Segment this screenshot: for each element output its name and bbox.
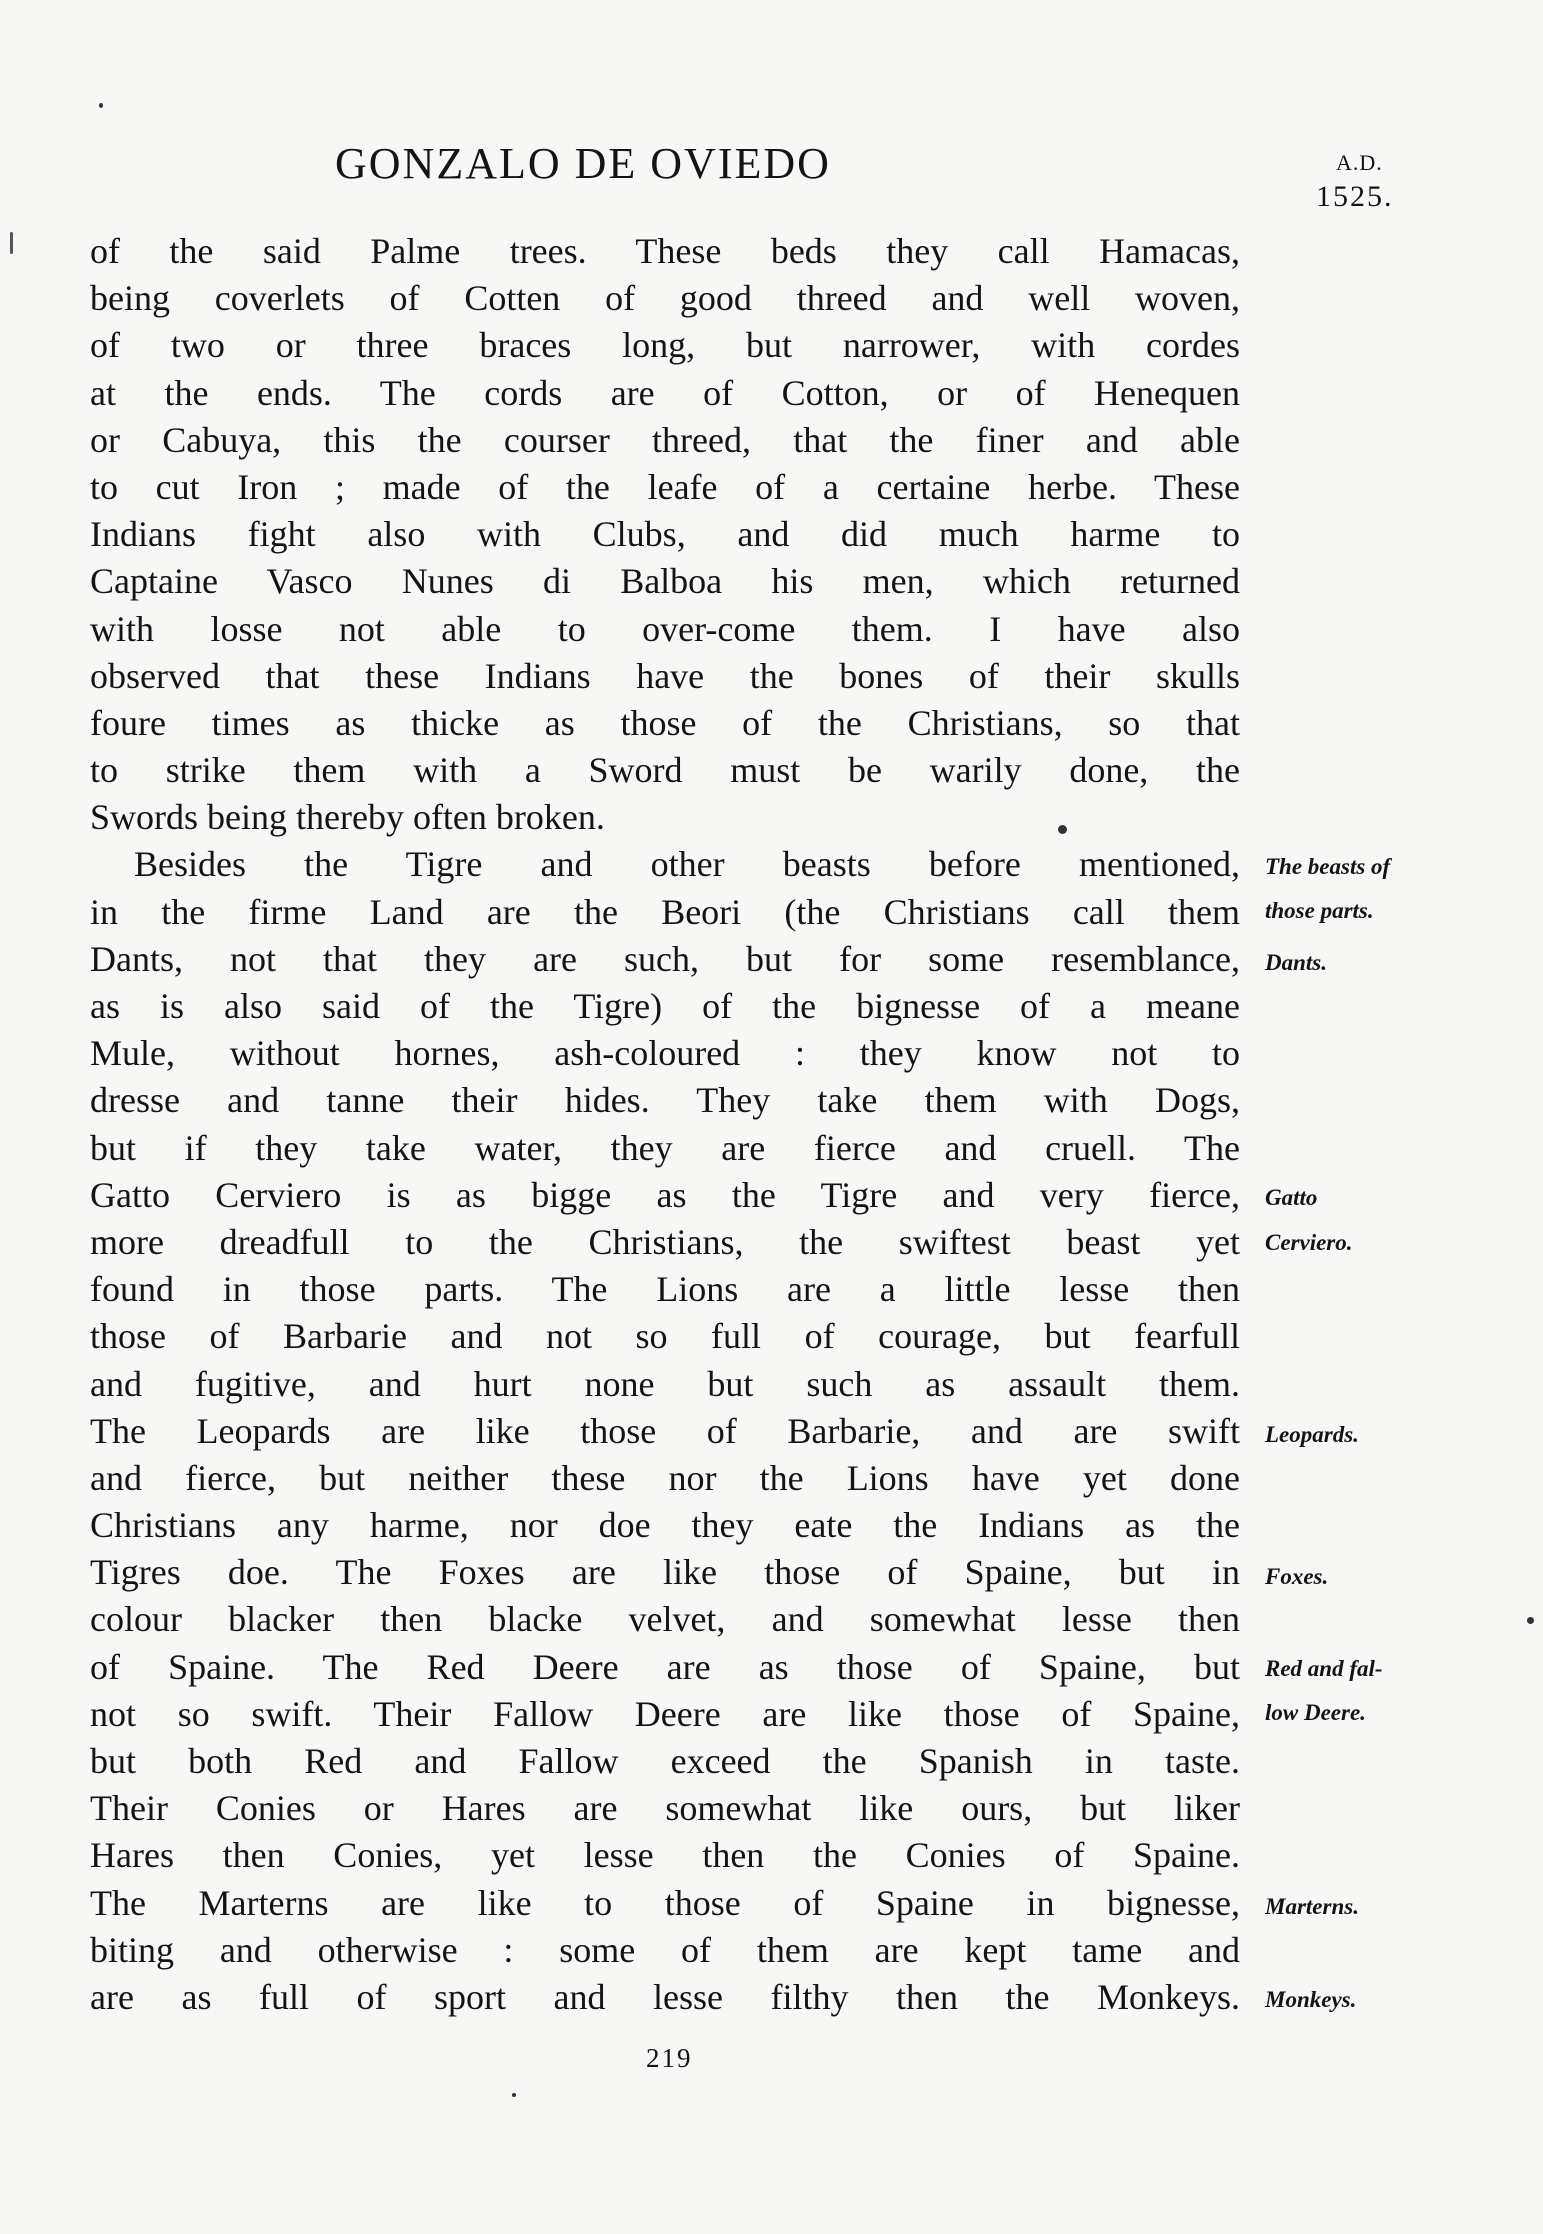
text-line: dresse and tanne their hides. They take them with Dogs, — [90, 1080, 1240, 1121]
margin-note-deere: Red and fal- — [1265, 1656, 1383, 1681]
text-line: to strike them with a Sword must be warily done, the — [90, 750, 1240, 791]
text-line: Their Conies or Hares are somewhat like ours, but liker — [90, 1788, 1240, 1829]
text-line: being coverlets of Cotten of good threed and well woven, — [90, 278, 1240, 319]
text-line: of the said Palme trees. These beds they call Hamacas, — [90, 231, 1240, 271]
page-number: 219 — [646, 2043, 693, 2073]
margin-note-cerviero: Cerviero. — [1265, 1230, 1353, 1255]
text-line: but if they take water, they are fierce and cruell. The — [90, 1127, 1240, 1168]
body-text — [90, 228, 1240, 2021]
text-line: more dreadfull to the Christians, the swiftest beast yet — [90, 1221, 1240, 1262]
text-line: at the ends. The cords are of Cotton, or of Henequen — [90, 372, 1240, 413]
text-line: of two or three braces long, but narrower, with cordes — [90, 325, 1240, 366]
margin-note-gatto: Gatto — [1265, 1185, 1318, 1210]
ink-speck — [99, 103, 103, 108]
text-line: but both Red and Fallow exceed the Spanish in taste. — [90, 1741, 1240, 1781]
text-line: with losse not able to over-come them. I have also — [90, 608, 1240, 649]
paragraph-start-line: Besides the Tigre and other beasts before mentioned, — [134, 844, 1240, 885]
text-line: are as full of sport and lesse filthy then the Monkeys. — [90, 1976, 1240, 2017]
margin-note-deere-cont: low Deere. — [1265, 1700, 1366, 1725]
text-line: to cut Iron ; made of the leafe of a certaine herbe. These — [90, 466, 1240, 507]
text-line: The Marterns are like to those of Spaine in bignesse, — [90, 1882, 1240, 1923]
text-line: as is also said of the Tigre) of the bignesse of a meane — [90, 986, 1240, 1026]
text-line: Captaine Vasco Nunes di Balboa his men, which returned — [90, 561, 1240, 602]
ink-speck — [1058, 825, 1067, 834]
text-line: The Leopards are like those of Barbarie, and are swift — [90, 1410, 1240, 1451]
margin-note-dants: Dants. — [1265, 950, 1327, 975]
text-line: observed that these Indians have the bones of their skulls — [90, 655, 1240, 696]
text-line: and fierce, but neither these nor the Lions have yet done — [90, 1457, 1240, 1498]
text-line: biting and otherwise : some of them are kept tame and — [90, 1929, 1240, 1970]
margin-note-beasts: The beasts of — [1265, 854, 1391, 879]
text-line: and fugitive, and hurt none but such as assault them. — [90, 1363, 1240, 1404]
ink-speck — [1527, 1617, 1534, 1624]
margin-note-beasts-cont: those parts. — [1265, 898, 1374, 923]
text-line: those of Barbarie and not so full of courage, but fearfull — [90, 1316, 1240, 1357]
text-line: Swords being thereby often broken. — [90, 797, 605, 838]
ink-speck — [512, 2093, 516, 2097]
text-line: Mule, without hornes, ash-coloured : they know not to — [90, 1033, 1240, 1074]
margin-note-monkeys: Monkeys. — [1265, 1987, 1357, 2012]
text-line: in the firme Land are the Beori (the Christians call them — [90, 891, 1240, 932]
text-line: Tigres doe. The Foxes are like those of Spaine, but in — [90, 1552, 1240, 1593]
text-line: found in those parts. The Lions are a little lesse then — [90, 1269, 1240, 1310]
text-line: foure times as thicke as those of the Christians, so that — [90, 702, 1240, 743]
date-label: A.D. — [1336, 150, 1383, 175]
margin-note-foxes: Foxes. — [1265, 1564, 1329, 1589]
text-line: Hares then Conies, yet lesse then the Conies of Spaine. — [90, 1835, 1240, 1876]
text-line: of Spaine. The Red Deere are as those of Spaine, but — [90, 1646, 1240, 1687]
text-line: Christians any harme, nor doe they eate the Indians as the — [90, 1505, 1240, 1546]
text-line: or Cabuya, this the courser threed, that the finer and able — [90, 419, 1240, 460]
text-line: colour blacker then blacke velvet, and somewhat lesse then — [90, 1599, 1240, 1640]
text-line: Indians fight also with Clubs, and did much harme to — [90, 514, 1240, 555]
running-head: GONZALO DE OVIEDO — [335, 139, 831, 188]
text-line: Dants, not that they are such, but for some resemblance, — [90, 938, 1240, 979]
year-label: 1525. — [1316, 180, 1394, 213]
margin-note-leopards: Leopards. — [1265, 1422, 1359, 1447]
text-line: not so swift. Their Fallow Deere are like those of Spaine, — [90, 1693, 1240, 1734]
page-edge-mark — [10, 232, 13, 254]
margin-note-marterns: Marterns. — [1265, 1894, 1359, 1919]
text-line: Gatto Cerviero is as bigge as the Tigre and very fierce, — [90, 1174, 1240, 1215]
